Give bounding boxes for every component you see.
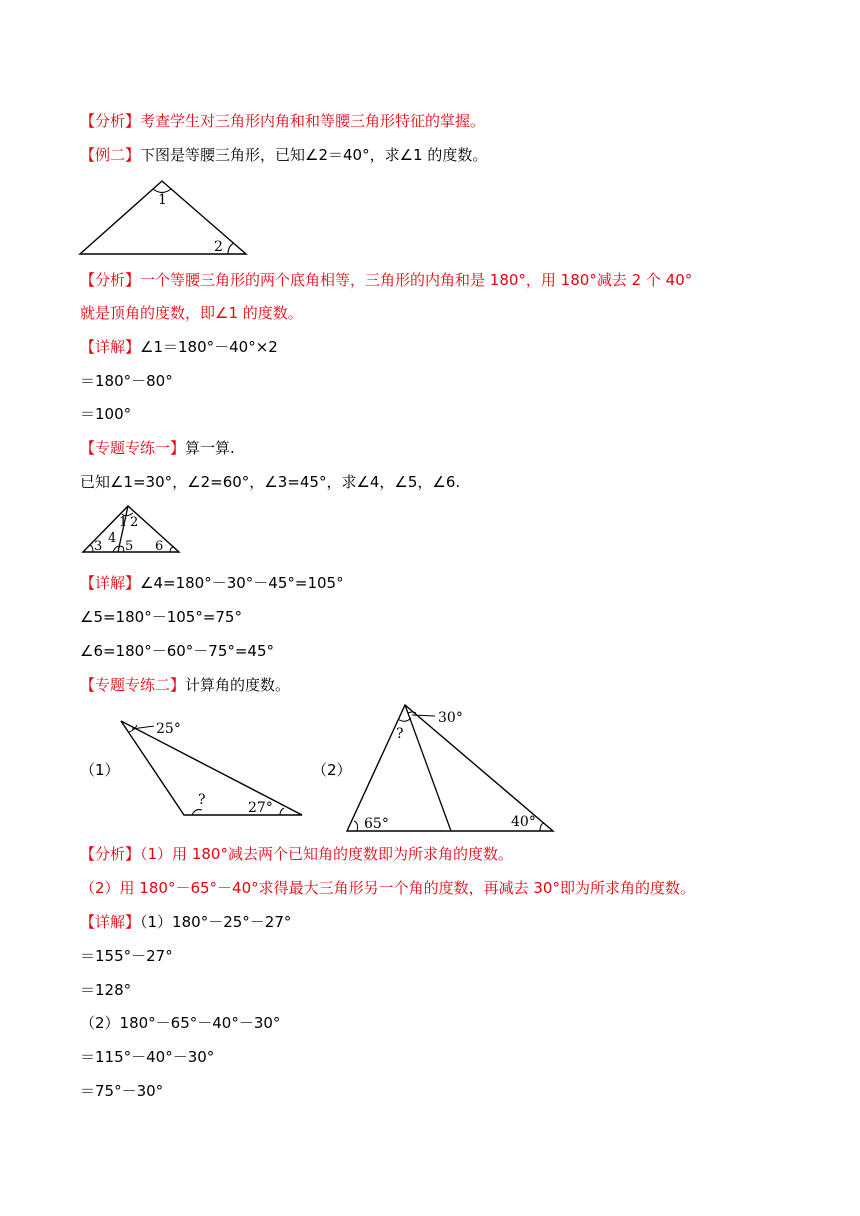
unknown-angle-label: ? bbox=[198, 792, 206, 808]
angle-1-label: 1 bbox=[119, 515, 128, 530]
solution-tag: 【详解】 bbox=[80, 574, 141, 592]
practice-one-heading bbox=[80, 438, 235, 458]
solution-step: ∠6=180°－60°－75°=45° bbox=[80, 642, 275, 660]
analysis-tag: 【分析】 bbox=[80, 845, 141, 863]
solution-two-line-3 bbox=[80, 641, 274, 661]
solution-text: ∠4=180°－30°－45°=105° bbox=[140, 574, 344, 592]
analysis-three-line-1 bbox=[80, 844, 513, 864]
angle-30-label: 30° bbox=[438, 710, 463, 726]
solution-line-1 bbox=[80, 337, 278, 357]
figure-1-label bbox=[80, 760, 120, 780]
analysis-three-line-2 bbox=[80, 878, 695, 898]
solution-three-line-5 bbox=[80, 1047, 214, 1067]
practice-tag: 【专题专练一】 bbox=[80, 439, 186, 457]
solution-step: ＝155°－27° bbox=[80, 947, 173, 965]
solution-tag: 【详解】 bbox=[80, 913, 141, 931]
analysis-text: 考查学生对三角形内角和和等腰三角形特征的掌握。 bbox=[140, 112, 486, 130]
unknown-angle-label: ? bbox=[396, 726, 404, 742]
analysis-line-2 bbox=[80, 270, 692, 290]
example-two-line bbox=[80, 145, 487, 165]
analysis-text: （2）用 180°－65°－40°求得最大三角形另一个角的度数，再减去 30°即为所求角的度数。 bbox=[80, 879, 695, 897]
example-text: 下图是等腰三角形，已知∠2＝40°，求∠1 的度数。 bbox=[140, 146, 488, 164]
solution-two-line-1 bbox=[80, 573, 344, 593]
solution-text: ∠1＝180°－40°×2 bbox=[140, 338, 278, 356]
solution-text: （1）180°－25°－27° bbox=[140, 913, 292, 931]
solution-three-line-2 bbox=[80, 946, 173, 966]
practice-tag: 【专题专练二】 bbox=[80, 676, 186, 694]
practice-text: 计算角的度数。 bbox=[185, 676, 291, 694]
solution-line-3 bbox=[80, 404, 131, 424]
solution-step: （2）180°－65°－40°－30° bbox=[80, 1014, 281, 1032]
analysis-line-2-cont bbox=[80, 303, 303, 323]
practice-two-heading bbox=[80, 675, 290, 695]
obtuse-triangle-figure bbox=[118, 716, 306, 820]
solution-line-2 bbox=[80, 371, 173, 391]
analysis-text: 一个等腰三角形的两个底角相等，三角形的内角和是 180°，用 180°减去 2 个 40° bbox=[140, 271, 693, 289]
analysis-tag: 【分析】 bbox=[80, 112, 141, 130]
angle-25-label: 25° bbox=[156, 721, 181, 737]
example-tag: 【例二】 bbox=[80, 146, 141, 164]
isosceles-triangle-figure bbox=[78, 178, 250, 258]
practice-text: 算一算. bbox=[185, 439, 235, 457]
practice-one-question bbox=[80, 472, 460, 492]
analysis-text: 就是顶角的度数，即∠1 的度数。 bbox=[80, 304, 303, 322]
split-triangle-figure bbox=[345, 702, 557, 834]
analysis-tag: 【分析】 bbox=[80, 271, 141, 289]
analysis-line-1 bbox=[80, 111, 485, 131]
analysis-text: （1）用 180°减去两个已知角的度数即为所求角的度数。 bbox=[140, 845, 513, 863]
angle-27-label: 27° bbox=[248, 800, 273, 816]
solution-step: ＝75°－30° bbox=[80, 1082, 164, 1100]
angle-5-label: 5 bbox=[125, 539, 134, 554]
angle-40-label: 40° bbox=[511, 814, 536, 830]
solution-three-line-1 bbox=[80, 912, 291, 932]
six-angle-triangle-figure bbox=[80, 502, 182, 556]
angle-4-label: 4 bbox=[108, 531, 117, 546]
angle-6-label: 6 bbox=[155, 539, 164, 554]
solution-step: ＝100° bbox=[80, 405, 132, 423]
solution-three-line-6 bbox=[80, 1081, 163, 1101]
figure-number: （1） bbox=[80, 761, 120, 779]
angle-2-label: 2 bbox=[214, 239, 223, 255]
solution-step: ＝180°－80° bbox=[80, 372, 173, 390]
solution-three-line-4 bbox=[80, 1013, 280, 1033]
solution-step: ＝115°－40°－30° bbox=[80, 1048, 215, 1066]
solution-three-line-3 bbox=[80, 980, 131, 1000]
solution-step: ∠5=180°－105°=75° bbox=[80, 608, 242, 626]
solution-step: ＝128° bbox=[80, 981, 132, 999]
figure-number: （2） bbox=[312, 761, 352, 779]
angle-65-label: 65° bbox=[364, 816, 389, 832]
solution-two-line-2 bbox=[80, 607, 242, 627]
question-text: 已知∠1=30°，∠2=60°，∠3=45°，求∠4，∠5，∠6. bbox=[80, 473, 461, 491]
angle-3-label: 3 bbox=[94, 539, 103, 554]
angle-1-label: 1 bbox=[158, 192, 167, 208]
angle-2-label: 2 bbox=[130, 515, 139, 530]
solution-tag: 【详解】 bbox=[80, 338, 141, 356]
